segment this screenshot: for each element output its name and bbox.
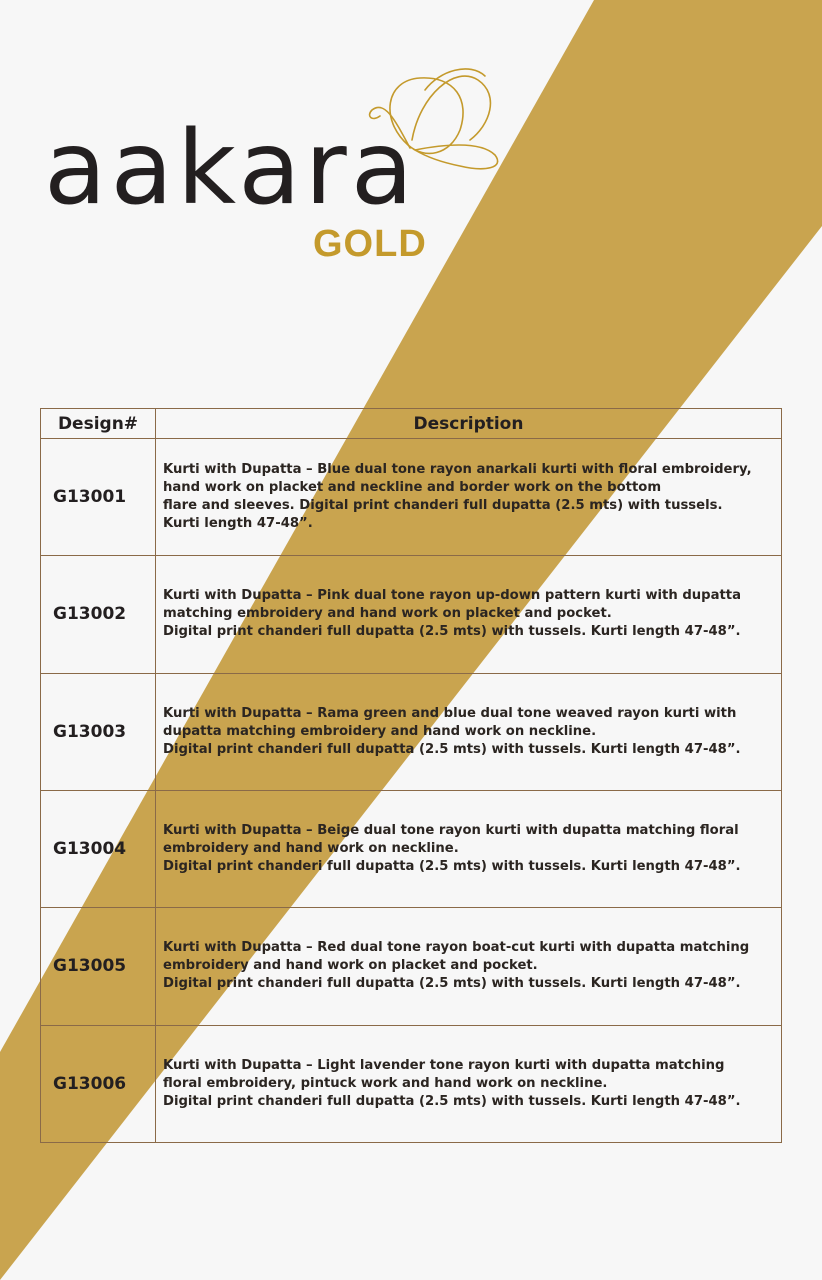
description-line: Digital print chanderi full dupatta (2.5 mts) with tussels. Kurti length 47-48”. [163,741,741,757]
description-line: Kurti with Dupatta – Blue dual tone rayon anarkali kurti with floral embroidery, [163,462,752,478]
table-row [41,556,782,673]
header-description: Description [156,409,782,439]
description-line: Kurti with Dupatta – Red dual tone rayon boat-cut kurti with dupatta matching [163,940,750,956]
description-line: Digital print chanderi full dupatta (2.5 mts) with tussels. Kurti length 47-48”. [163,859,741,875]
table-row [41,439,782,556]
design-code: G13002 [41,556,156,673]
brand-subtitle: GOLD [313,223,427,265]
design-code: G13003 [41,673,156,790]
description-line: Digital print chanderi full dupatta (2.5 mts) with tussels. Kurti length 47-48”. [163,976,741,992]
table-body [41,439,782,1143]
table-row [41,673,782,790]
brand-name: aakara [44,109,418,228]
description-line: Kurti with Dupatta – Pink dual tone rayon up-down pattern kurti with dupatta [163,588,742,604]
design-code: G13006 [41,1025,156,1142]
description-line: Digital print chanderi full dupatta (2.5 mts) with tussels. Kurti length 47-48”. [163,1093,741,1109]
description-line: dupatta matching embroidery and hand work on neckline. [163,723,597,739]
description-line: Digital print chanderi full dupatta (2.5 mts) with tussels. Kurti length 47-48”. [163,624,741,640]
design-description [156,1025,782,1142]
description-line: Kurti with Dupatta – Beige dual tone rayon kurti with dupatta matching floral [163,823,739,839]
design-description [156,439,782,556]
design-description [156,556,782,673]
description-line: embroidery and hand work on neckline. [163,841,459,857]
design-code: G13005 [41,908,156,1025]
header-design: Design# [41,409,156,439]
design-code: G13004 [41,790,156,907]
design-description [156,908,782,1025]
description-line: matching embroidery and hand work on placket and pocket. [163,606,612,622]
design-description [156,673,782,790]
table-row [41,790,782,907]
design-catalog-table [40,408,782,1143]
description-line: embroidery and hand work on placket and pocket. [163,958,538,974]
description-line: Kurti length 47-48”. [163,516,313,532]
table-row [41,908,782,1025]
table-header-row [41,409,782,439]
table-row [41,1025,782,1142]
description-line: Kurti with Dupatta – Light lavender tone rayon kurti with dupatta matching [163,1057,725,1073]
design-description [156,790,782,907]
description-line: flare and sleeves. Digital print chanderi full dupatta (2.5 mts) with tussels. [163,498,723,514]
description-line: Kurti with Dupatta – Rama green and blue dual tone weaved rayon kurti with [163,705,737,721]
description-line: hand work on placket and neckline and border work on the bottom [163,480,662,496]
design-code: G13001 [41,439,156,556]
description-line: floral embroidery, pintuck work and hand work on neckline. [163,1075,608,1091]
